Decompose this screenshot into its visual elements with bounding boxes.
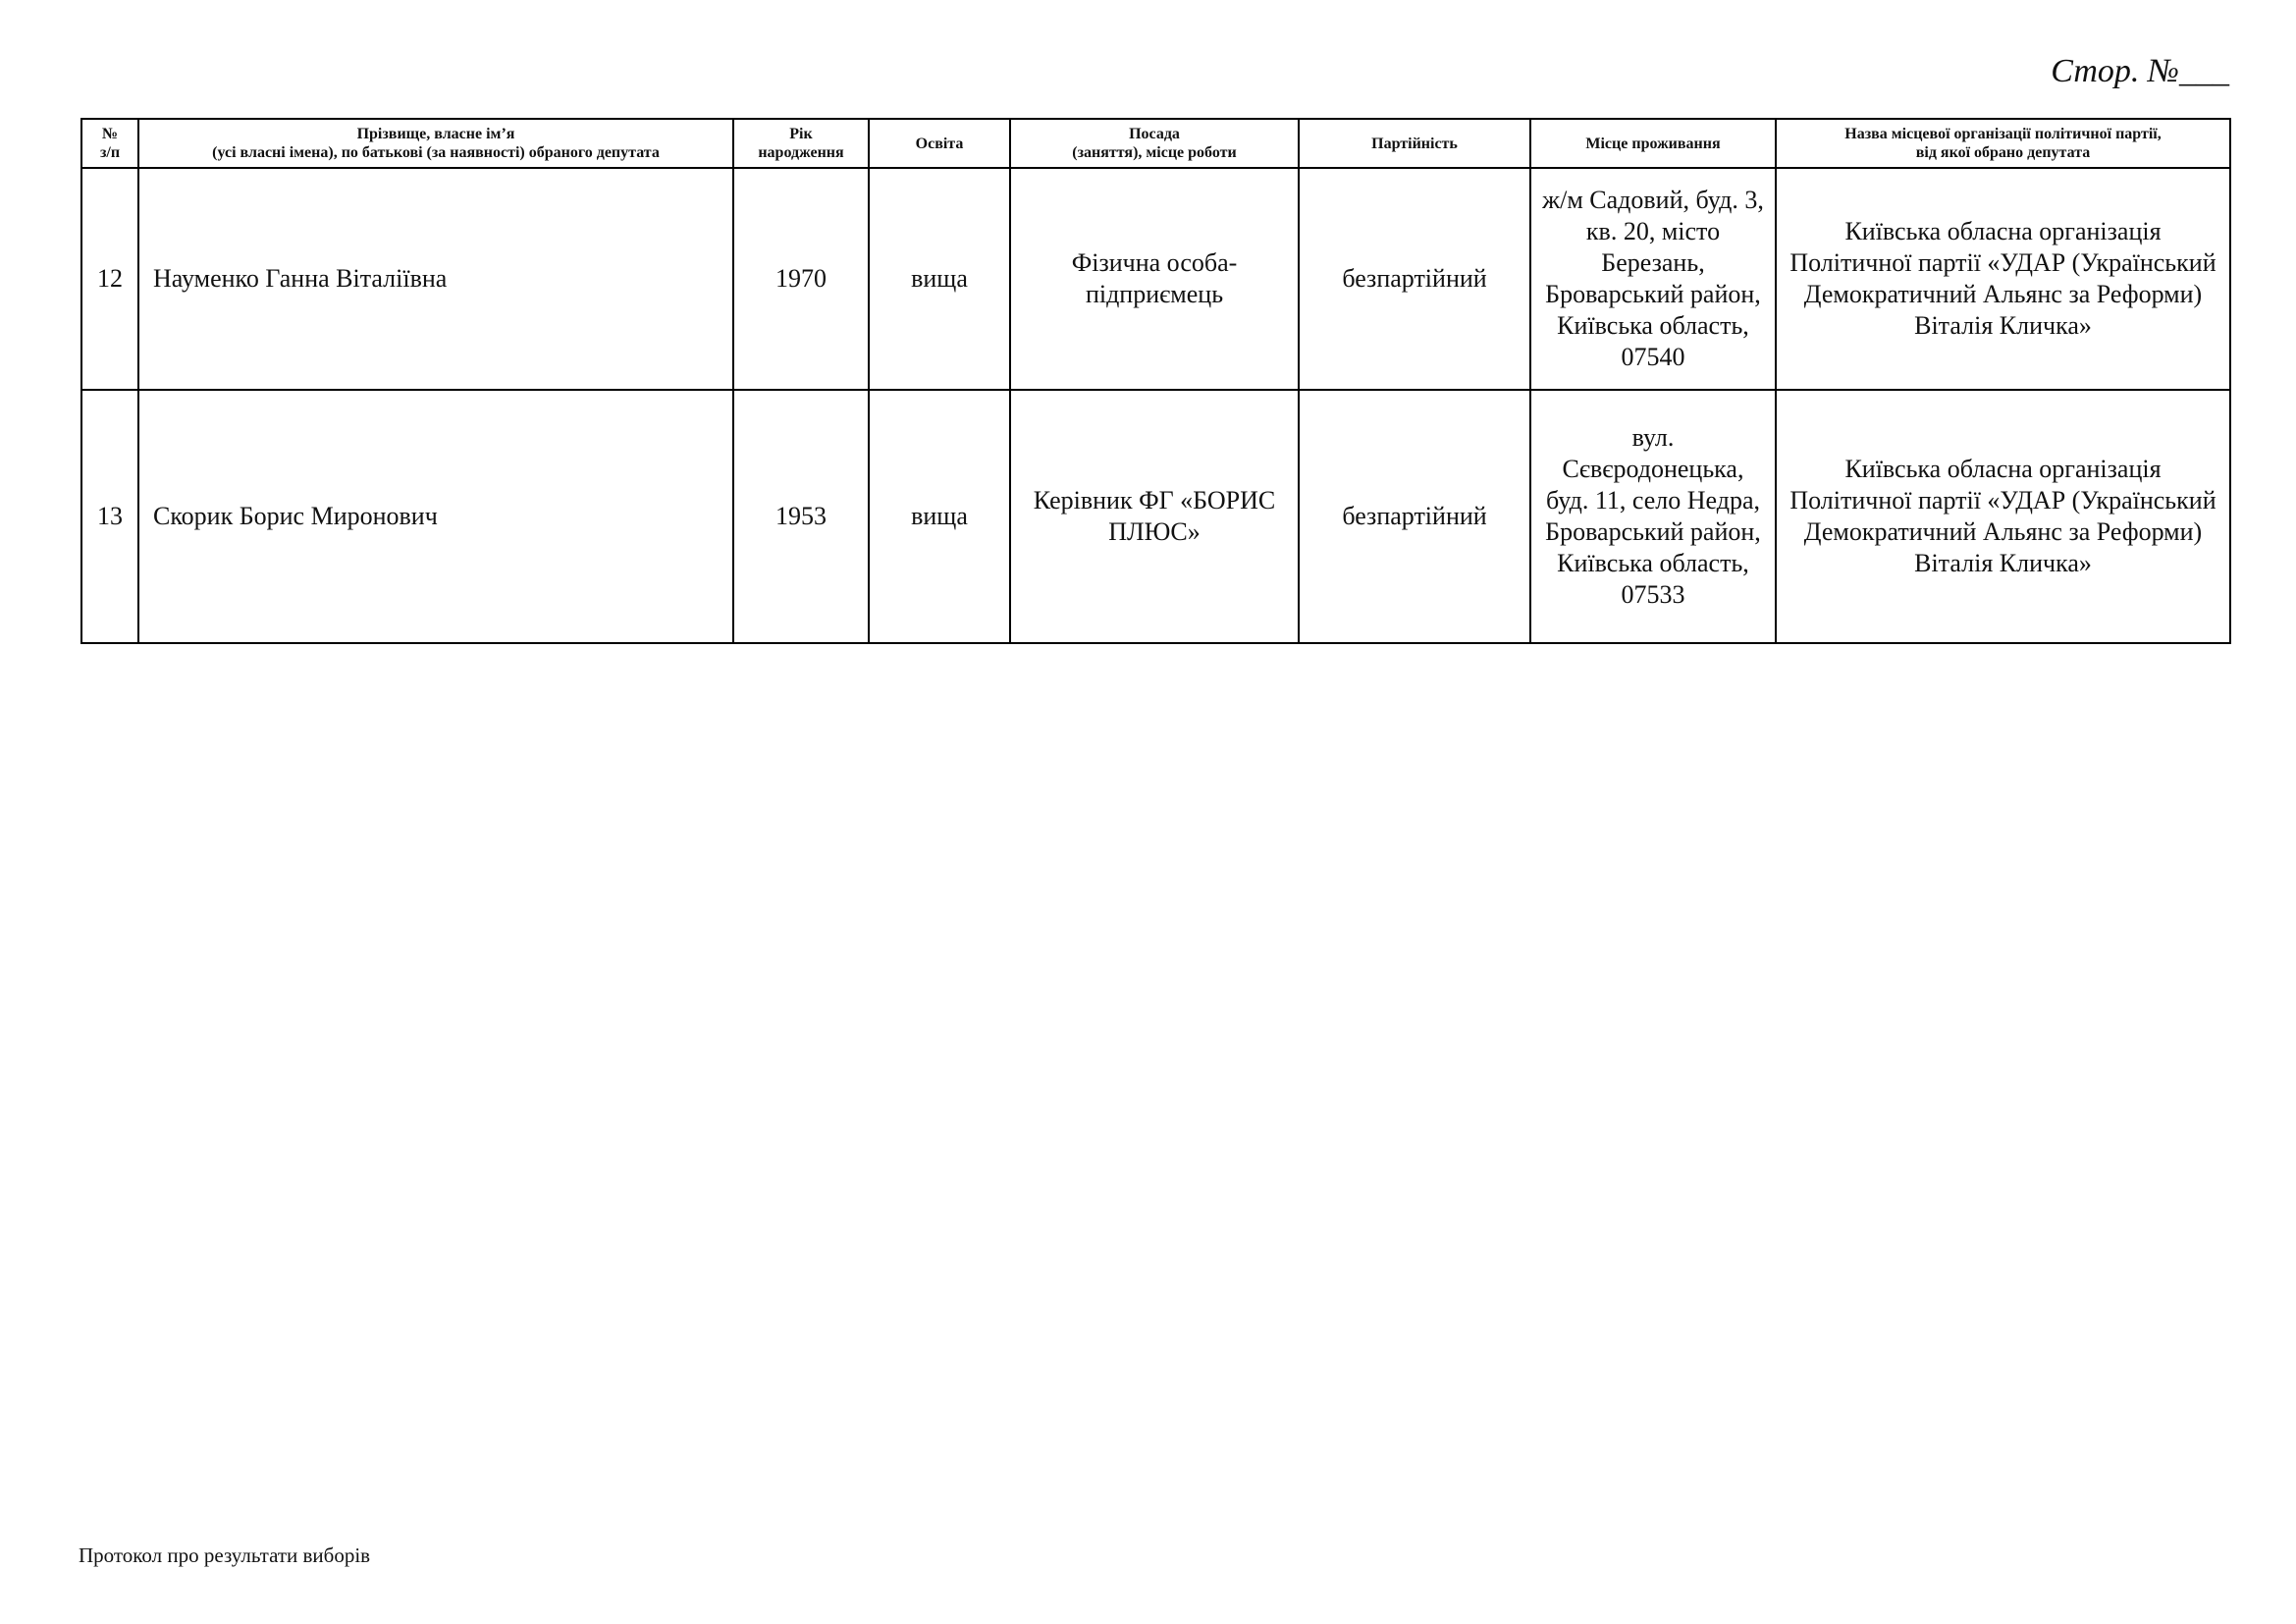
table-header-row	[81, 119, 2230, 168]
cell-organization: Київська обласна організація Політичної партії «УДАР (Український Демократичний Альянс за Реформи) Віталія Кличка»	[1776, 168, 2230, 390]
header-education: Освіта	[869, 119, 1010, 168]
header-position-line2: (заняття), місце роботи	[1072, 144, 1237, 161]
cell-number: 12	[81, 168, 138, 390]
page-number: Стор. №___	[2051, 53, 2229, 89]
header-organization-line2: від якої обрано депутата	[1915, 144, 2091, 161]
cell-birth-year: 1953	[733, 390, 869, 643]
cell-party: безпартійний	[1299, 168, 1530, 390]
header-number-line2: з/п	[99, 144, 121, 161]
cell-position: Фізична особа-підприємець	[1010, 168, 1299, 390]
footer-protocol-title: Протокол про результати виборів	[79, 1543, 371, 1567]
cell-organization: Київська обласна організація Політичної партії «УДАР (Український Демократичний Альянс за Реформи) Віталія Кличка»	[1776, 390, 2230, 643]
cell-party: безпартійний	[1299, 390, 1530, 643]
header-position-line1: Посада	[1129, 126, 1180, 142]
header-organization	[1776, 119, 2230, 168]
header-full-name	[138, 119, 733, 168]
table-row	[81, 390, 2230, 643]
header-full-name-line1: Прізвище, власне ім’я	[356, 126, 515, 142]
elected-deputies-table	[80, 118, 2231, 644]
header-birth-year	[733, 119, 869, 168]
cell-residence: ж/м Садовий, буд. 3, кв. 20, місто Березань, Броварський район, Київська область, 07540	[1530, 168, 1776, 390]
header-birth-year-line1: Рік	[789, 126, 813, 142]
header-birth-year-line2: народження	[758, 144, 844, 161]
header-residence: Місце проживання	[1530, 119, 1776, 168]
header-number	[81, 119, 138, 168]
header-organization-line1: Назва місцевої організації політичної партії,	[1844, 126, 2162, 142]
cell-residence: вул. Сєвєродонецька, буд. 11, село Недра, Броварський район, Київська область, 07533	[1530, 390, 1776, 643]
cell-education: вища	[869, 390, 1010, 643]
cell-birth-year: 1970	[733, 168, 869, 390]
cell-number: 13	[81, 390, 138, 643]
header-position	[1010, 119, 1299, 168]
header-party: Партійність	[1299, 119, 1530, 168]
cell-position: Керівник ФГ «БОРИС ПЛЮС»	[1010, 390, 1299, 643]
header-full-name-line2: (усі власні імена), по батькові (за наявності) обраного депутата	[212, 144, 660, 161]
cell-education: вища	[869, 168, 1010, 390]
cell-full-name: Науменко Ганна Віталіївна	[138, 168, 733, 390]
header-number-line1: №	[101, 126, 119, 142]
cell-full-name: Скорик Борис Миронович	[138, 390, 733, 643]
table-row	[81, 168, 2230, 390]
